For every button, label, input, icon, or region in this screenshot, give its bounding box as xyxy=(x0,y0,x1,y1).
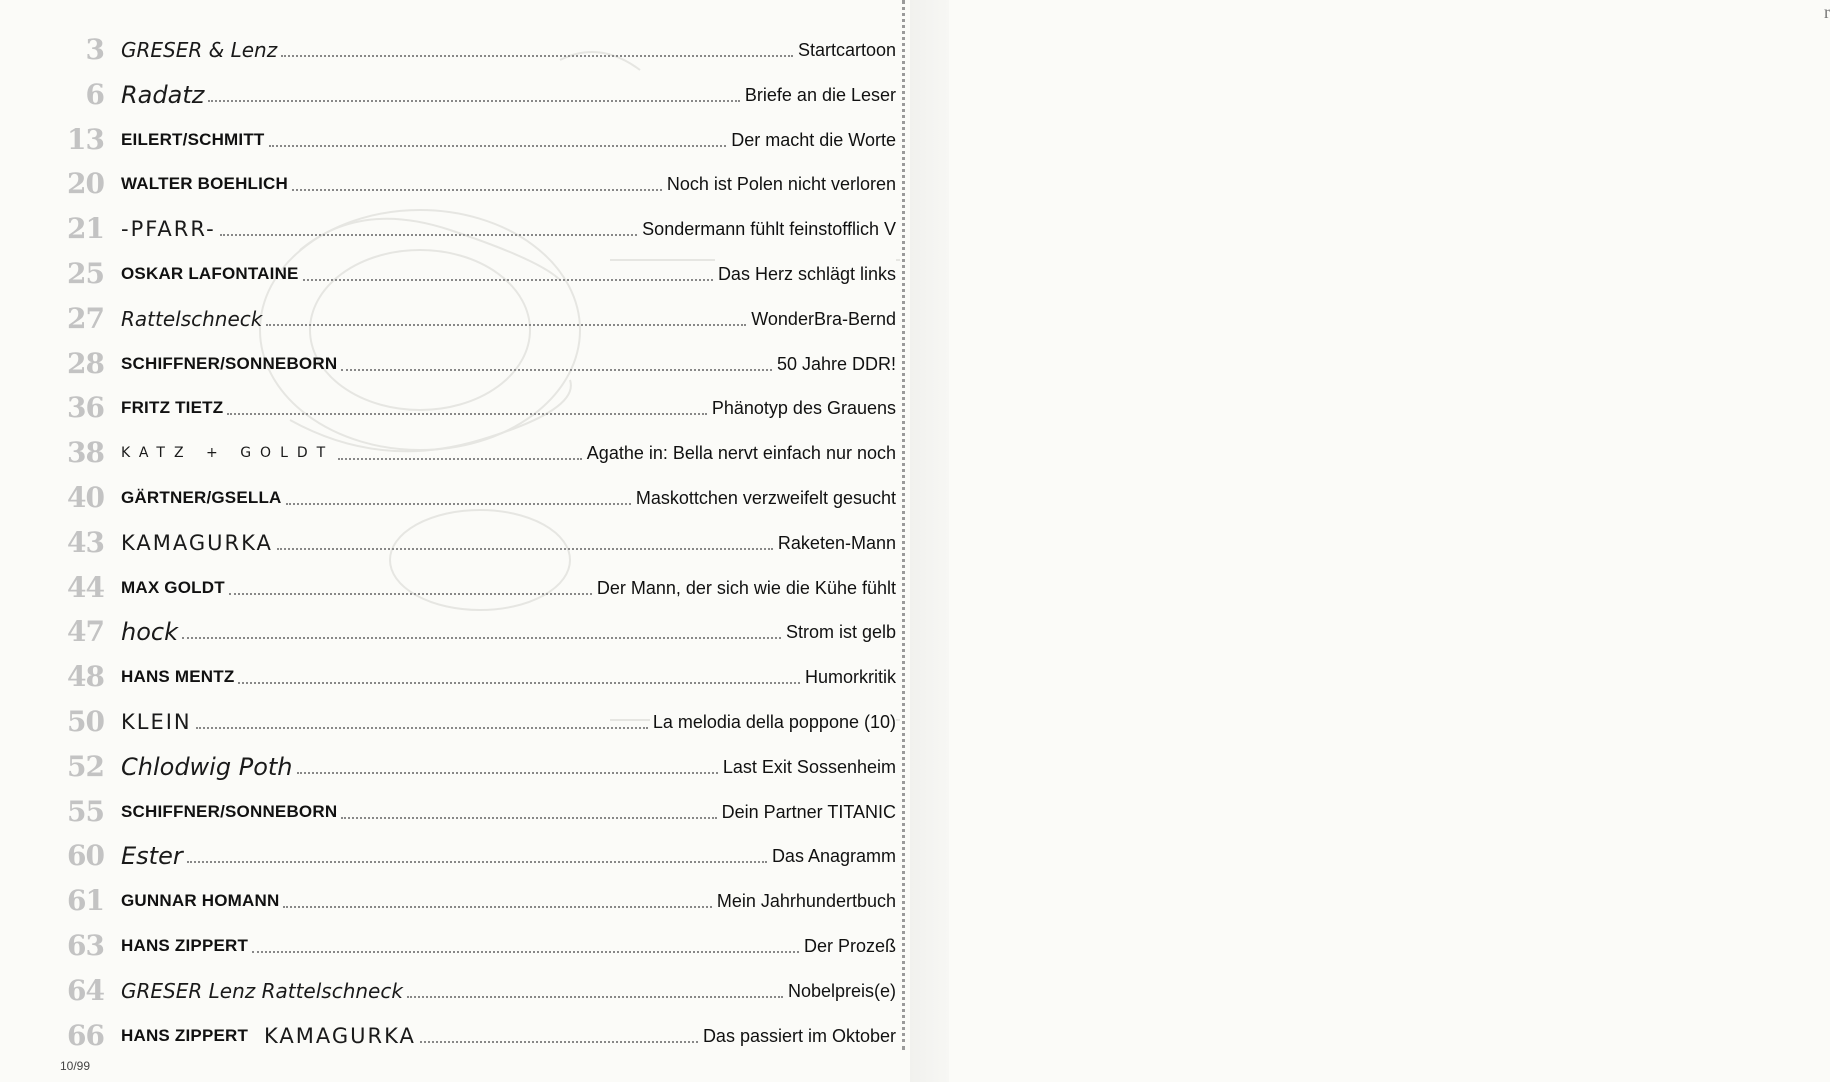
page-number: 36 xyxy=(67,391,104,425)
author-name: Ester xyxy=(121,842,183,871)
author-name: Radatz xyxy=(121,80,205,109)
toc-entry[interactable] xyxy=(60,523,896,563)
article-title: Der Mann, der sich wie die Kühe fühlt xyxy=(594,568,896,608)
article-title: Phänotyp des Grauens xyxy=(709,388,896,428)
author-name: hock xyxy=(121,618,178,647)
article-title: Maskottchen verzweifelt gesucht xyxy=(633,478,896,518)
page-number: 38 xyxy=(67,436,104,470)
adjacent-page-text: r xyxy=(1824,2,1830,22)
author-name: HANS ZIPPERT xyxy=(121,1025,249,1045)
author-name: SCHIFFNER/SONNEBORN xyxy=(121,353,338,373)
toc-entry[interactable] xyxy=(60,747,896,787)
author-name: HANS ZIPPERT xyxy=(121,936,249,955)
toc-entry[interactable] xyxy=(60,120,896,160)
author-name: EILERT/SCHMITT xyxy=(121,129,265,149)
article-title: Last Exit Sossenheim xyxy=(720,747,896,787)
toc-entry[interactable] xyxy=(60,433,896,473)
leader-dots xyxy=(283,906,712,908)
leader-dots xyxy=(238,682,800,684)
page-number: 48 xyxy=(67,660,104,694)
article-title: Mein Jahrhundertbuch xyxy=(714,881,896,921)
author-name: GRESER Lenz Rattelschneck xyxy=(121,978,403,1003)
toc-entry[interactable] xyxy=(60,299,896,339)
leader-dots xyxy=(252,951,799,953)
toc-entry[interactable] xyxy=(60,881,896,921)
leader-dots xyxy=(182,637,781,639)
article-title: Sondermann fühlt feinstofflich V xyxy=(639,209,896,249)
toc-entry[interactable] xyxy=(60,30,896,70)
leader-dots xyxy=(281,55,793,57)
author-name: MAX GOLDT xyxy=(121,577,225,597)
toc-entry[interactable] xyxy=(60,568,896,608)
article-title: Das passiert im Oktober xyxy=(700,1016,896,1056)
leader-dots xyxy=(407,996,783,998)
toc-entry[interactable] xyxy=(60,1016,896,1056)
article-title: Noch ist Polen nicht verloren xyxy=(664,164,896,204)
article-title: Briefe an die Leser xyxy=(742,75,896,115)
page-number: 40 xyxy=(67,481,104,514)
article-title: Strom ist gelb xyxy=(783,612,896,652)
author-name: Rattelschneck xyxy=(121,306,263,331)
leader-dots xyxy=(196,727,648,729)
article-title: Humorkritik xyxy=(802,657,896,697)
toc-entry[interactable] xyxy=(60,971,896,1011)
leader-dots xyxy=(208,100,740,102)
page-number: 52 xyxy=(67,749,104,783)
issue-label: 10/99 xyxy=(60,1059,91,1073)
leader-dots xyxy=(286,503,631,505)
page-number: 27 xyxy=(67,301,104,335)
author-name: KLEIN xyxy=(121,710,192,734)
leader-dots xyxy=(341,369,772,371)
article-title: Agathe in: Bella nervt einfach nur noch xyxy=(584,433,896,473)
page-number: 25 xyxy=(67,257,104,290)
adjacent-page-strip xyxy=(910,0,1830,1082)
toc-entry[interactable] xyxy=(60,388,896,428)
leader-dots xyxy=(297,772,718,774)
author-name: WALTER BOEHLICH xyxy=(121,174,289,194)
page-number: 66 xyxy=(67,1018,104,1052)
author-name: SCHIFFNER/SONNEBORN xyxy=(121,801,338,821)
page-number: 28 xyxy=(67,346,104,380)
author-name: OSKAR LAFONTAINE xyxy=(121,264,299,283)
leader-dots xyxy=(338,458,582,460)
toc-entry[interactable] xyxy=(60,164,896,204)
leader-dots xyxy=(229,593,592,595)
leader-dots xyxy=(227,413,707,415)
author-name: KATZ + GOLDT xyxy=(121,445,335,462)
author-name-secondary: KAMAGURKA xyxy=(264,1023,416,1048)
toc-entry[interactable] xyxy=(60,612,896,652)
page-number: 44 xyxy=(67,570,104,604)
page-number: 55 xyxy=(67,794,104,828)
toc-entry[interactable] xyxy=(60,478,896,518)
page-number: 13 xyxy=(67,122,104,156)
leader-dots xyxy=(187,861,767,863)
toc-entry[interactable] xyxy=(60,792,896,832)
author-name: HANS MENTZ xyxy=(121,667,235,687)
page-number: 64 xyxy=(67,973,104,1007)
leader-dots xyxy=(292,189,662,191)
toc-entry[interactable] xyxy=(60,75,896,115)
article-title: Der Prozeß xyxy=(801,926,896,966)
page-number: 47 xyxy=(67,615,104,649)
article-title: Das Herz schlägt links xyxy=(715,254,896,294)
page-number: 3 xyxy=(85,33,104,66)
dotted-divider xyxy=(902,0,905,1050)
page-number: 20 xyxy=(67,167,104,201)
page-number: 50 xyxy=(67,705,104,738)
leader-dots xyxy=(269,145,726,147)
toc-entry[interactable] xyxy=(60,836,896,876)
author-name: GUNNAR HOMANN xyxy=(121,891,280,911)
article-title: Dein Partner TITANIC xyxy=(719,792,896,832)
article-title: Raketen-Mann xyxy=(775,523,896,563)
leader-dots xyxy=(220,234,637,236)
leader-dots xyxy=(341,817,717,819)
author-name: GRESER & Lenz xyxy=(121,38,278,62)
article-title: Startcartoon xyxy=(795,30,896,70)
toc-entry[interactable] xyxy=(60,209,896,249)
author-name: -PFARR- xyxy=(121,217,216,242)
page-number: 61 xyxy=(67,884,104,918)
author-name: GÄRTNER/GSELLA xyxy=(121,488,282,507)
page-number: 21 xyxy=(67,212,104,246)
page-number: 6 xyxy=(85,77,104,111)
leader-dots xyxy=(303,279,713,281)
toc-entry[interactable] xyxy=(60,254,896,294)
article-title: 50 Jahre DDR! xyxy=(774,344,896,384)
page-number: 63 xyxy=(67,929,104,962)
author-name: FRITZ TIETZ xyxy=(121,398,224,418)
leader-dots xyxy=(266,324,746,326)
toc-entry[interactable] xyxy=(60,344,896,384)
article-title: La melodia della poppone (10) xyxy=(650,702,896,742)
leader-dots xyxy=(420,1041,698,1043)
toc-entry[interactable] xyxy=(60,702,896,742)
page-number: 43 xyxy=(67,525,104,559)
article-title: Nobelpreis(e) xyxy=(785,971,896,1011)
article-title: WonderBra-Bernd xyxy=(748,299,896,339)
page-number: 60 xyxy=(67,839,104,873)
toc-entry[interactable] xyxy=(60,657,896,697)
article-title: Der macht die Worte xyxy=(728,120,896,160)
author-name: KAMAGURKA xyxy=(121,530,273,555)
leader-dots xyxy=(277,548,773,550)
author-name: Chlodwig Poth xyxy=(121,752,293,781)
toc-entry[interactable] xyxy=(60,926,896,966)
article-title: Das Anagramm xyxy=(769,836,896,876)
